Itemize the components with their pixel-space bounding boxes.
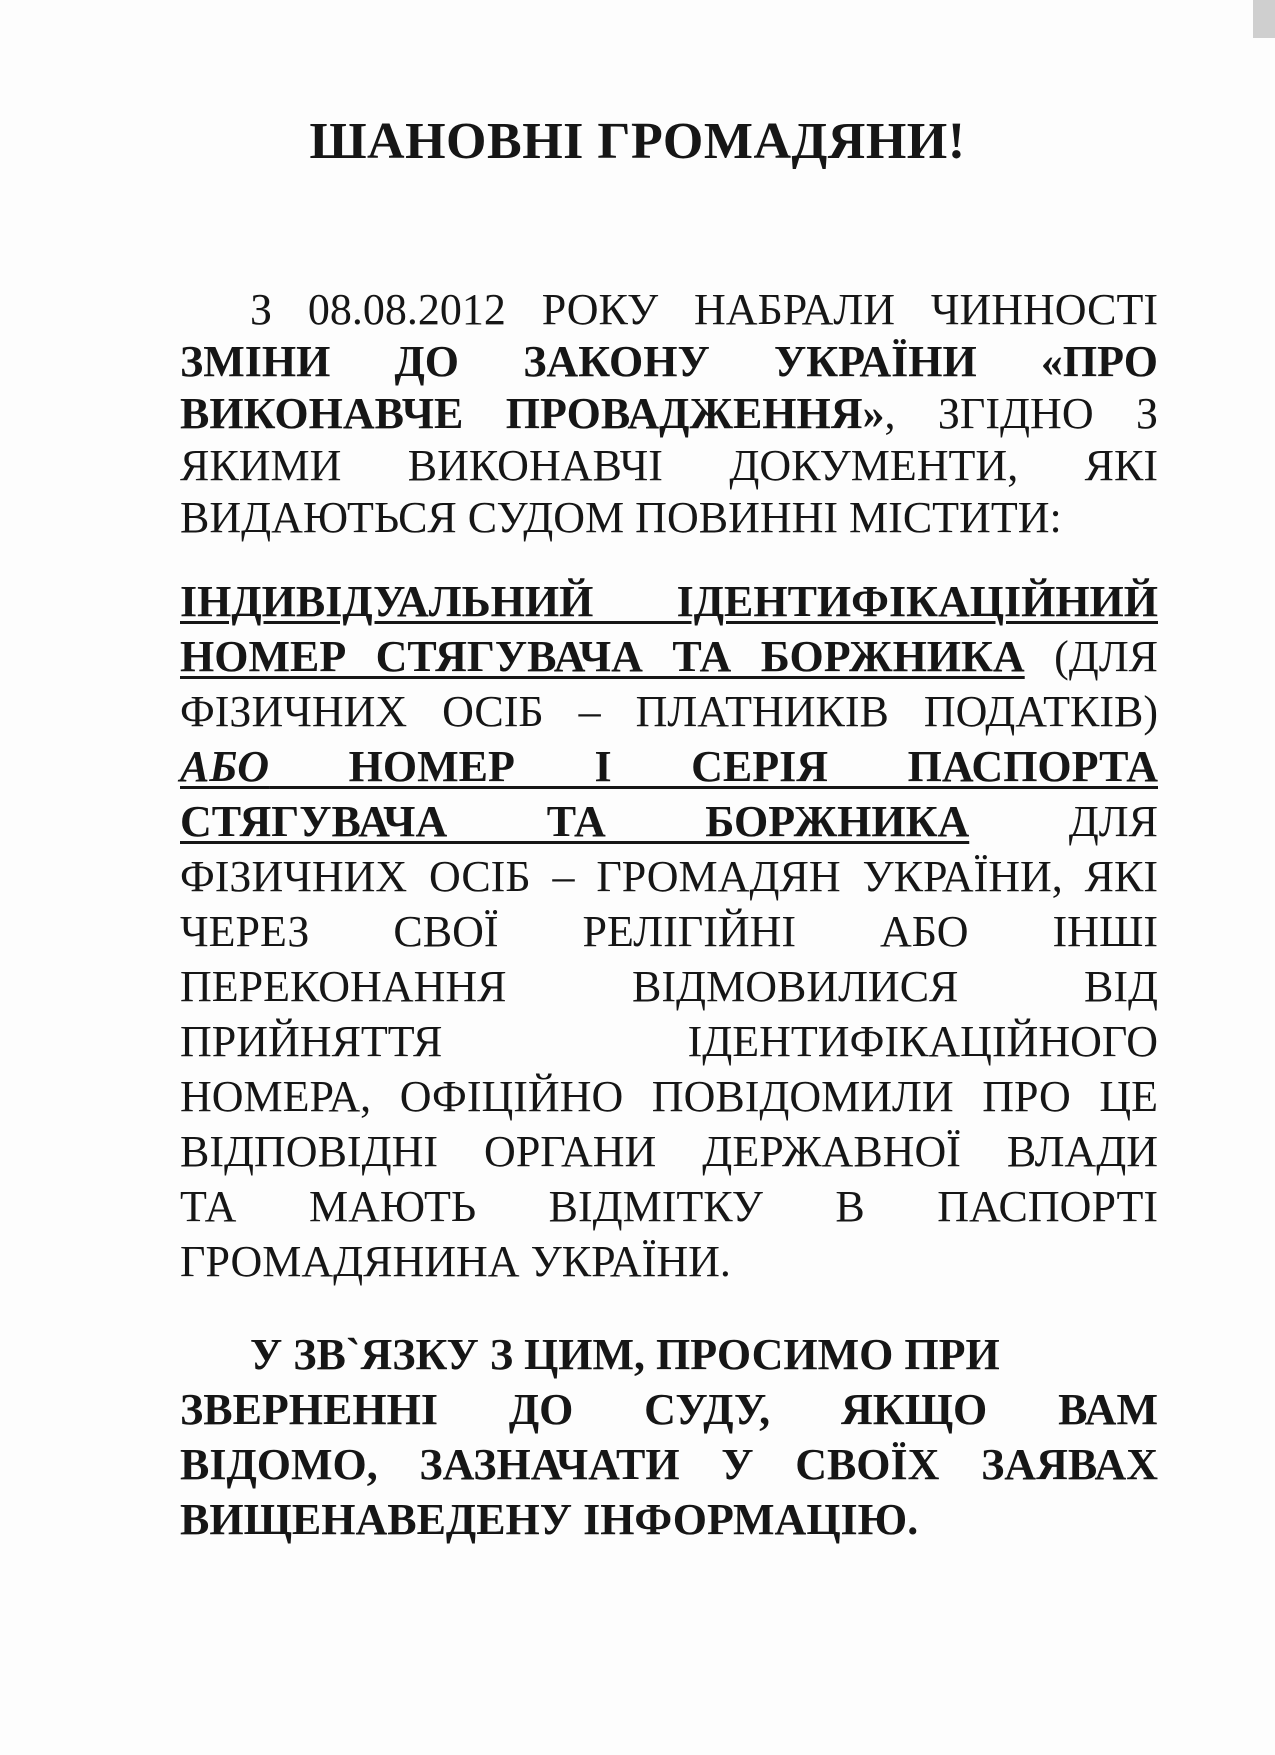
text-line: ПЕРЕКОНАННЯ ВІДМОВИЛИСЯ ВІД [180, 962, 1158, 1011]
text-line: З 08.08.2012 РОКУ НАБРАЛИ ЧИННОСТІ [250, 285, 1158, 334]
text-line: ГРОМАДЯНИНА УКРАЇНИ. [180, 1237, 731, 1286]
text-emphasis-italic: АБО [180, 742, 270, 791]
law-name-bold: ВИКОНАВЧЕ ПРОВАДЖЕННЯ» [180, 389, 885, 438]
paragraph-law-changes [180, 284, 1158, 544]
text-fragment: ДЛЯ [969, 797, 1158, 846]
notice-body [180, 284, 1158, 1547]
text-line: ТА МАЮТЬ ВІДМІТКУ В ПАСПОРТІ [180, 1182, 1158, 1231]
paragraph-requirements [180, 574, 1158, 1289]
scan-edge-mark [1253, 0, 1275, 38]
text-line [180, 794, 1158, 849]
text-fragment: , ЗГІДНО З [884, 389, 1158, 438]
text-line [180, 629, 1158, 684]
text-line: ВИДАЮТЬСЯ СУДОМ ПОВИННІ МІСТИТИ: [180, 493, 1062, 542]
text-line: ЧЕРЕЗ СВОЇ РЕЛІГІЙНІ АБО ІНШІ [180, 907, 1158, 956]
text-line-emphasis: ІНДИВІДУАЛЬНИЙ ІДЕНТИФІКАЦІЙНИЙ [180, 577, 1158, 626]
text-emphasis: НОМЕР СТЯГУВАЧА ТА БОРЖНИКА [180, 632, 1025, 681]
page-title: ШАНОВНІ ГРОМАДЯНИ! [309, 113, 966, 170]
text-line: ВІДПОВІДНІ ОРГАНИ ДЕРЖАВНОЇ ВЛАДИ [180, 1127, 1158, 1176]
text-emphasis: СТЯГУВАЧА ТА БОРЖНИКА [180, 797, 970, 846]
text-line: ФІЗИЧНИХ ОСІБ – ГРОМАДЯН УКРАЇНИ, ЯКІ [180, 852, 1158, 901]
text-line: ФІЗИЧНИХ ОСІБ – ПЛАТНИКІВ ПОДАТКІВ) [180, 687, 1158, 736]
text-line [180, 388, 1158, 440]
text-line: ЗВЕРНЕННІ ДО СУДУ, ЯКЩО ВАМ [180, 1385, 1158, 1434]
text-line: ПРИЙНЯТТЯ ІДЕНТИФІКАЦІЙНОГО [180, 1017, 1158, 1066]
text-line: У ЗВ`ЯЗКУ З ЦИМ, ПРОСИМО ПРИ [250, 1330, 1000, 1379]
text-line: ВІДОМО, ЗАЗНАЧАТИ У СВОЇХ ЗАЯВАХ [180, 1440, 1158, 1489]
paragraph-request [180, 1327, 1158, 1547]
text-line-emphasis [180, 739, 1158, 794]
text-line: ВИЩЕНАВЕДЕНУ ІНФОРМАЦІЮ. [180, 1495, 919, 1544]
text-fragment: (ДЛЯ [1024, 632, 1159, 681]
text-emphasis: НОМЕР І СЕРІЯ ПАСПОРТА [269, 742, 1158, 791]
text-line: НОМЕРА, ОФІЦІЙНО ПОВІДОМИЛИ ПРО ЦЕ [180, 1072, 1158, 1121]
text-line: ЯКИМИ ВИКОНАВЧІ ДОКУМЕНТИ, ЯКІ [180, 441, 1158, 490]
text-line: ЗМІНИ ДО ЗАКОНУ УКРАЇНИ «ПРО [180, 337, 1158, 386]
